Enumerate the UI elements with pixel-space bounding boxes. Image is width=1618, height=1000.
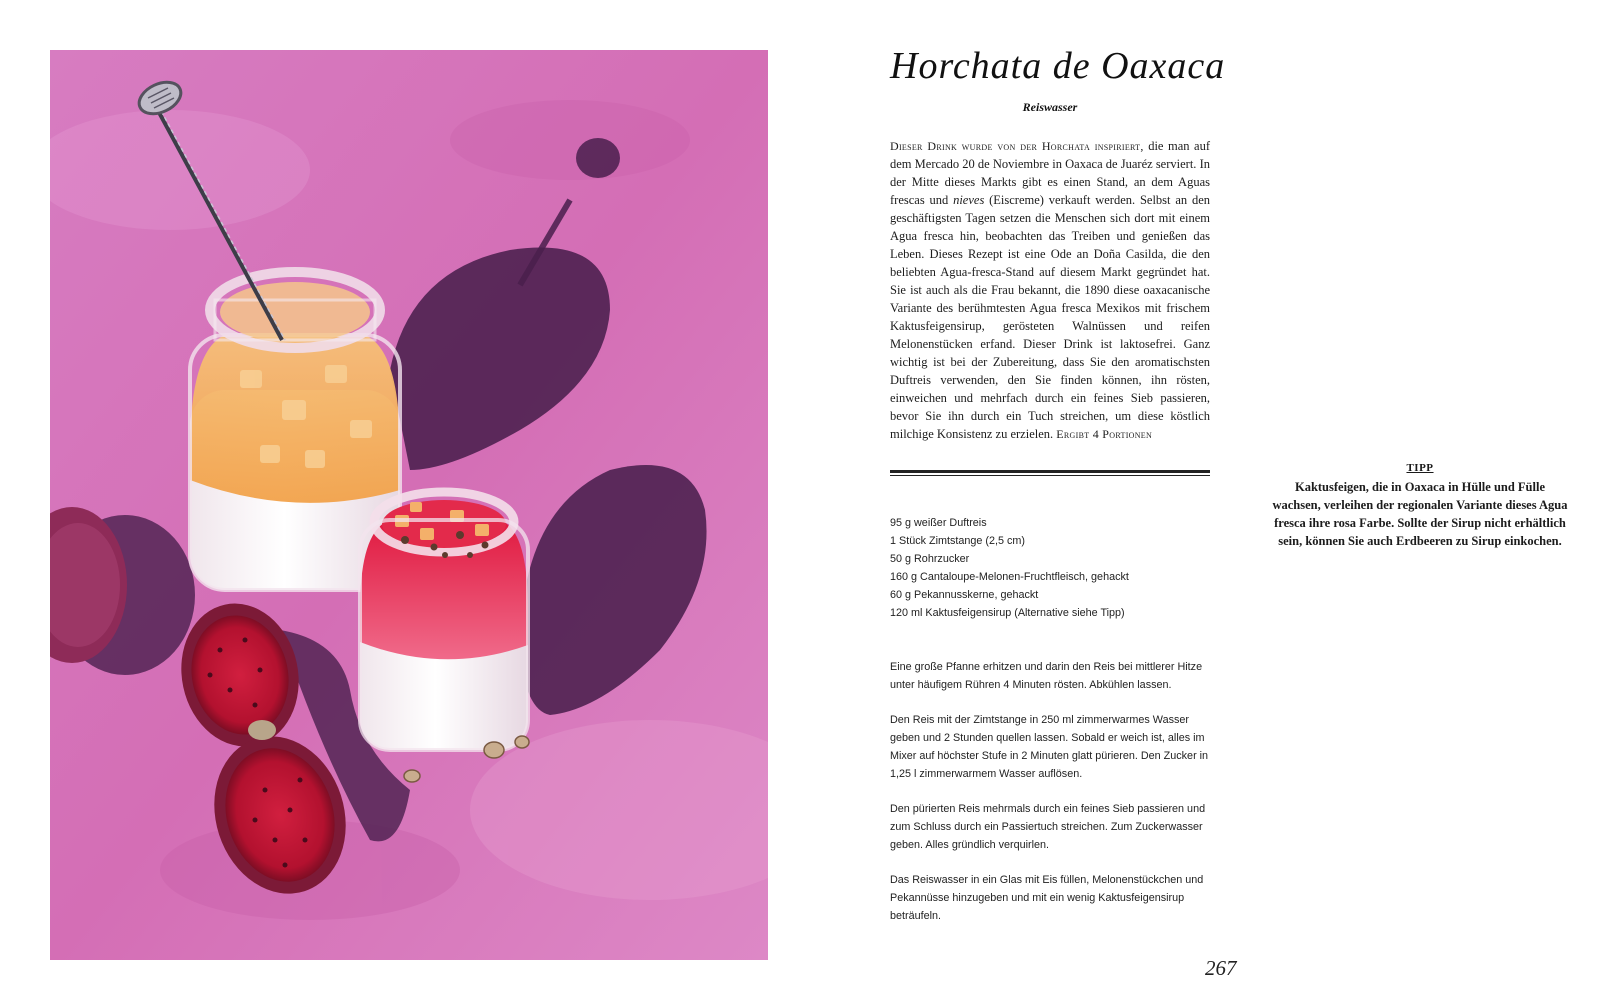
ingredient-item: 50 g Rohrzucker (890, 553, 970, 565)
recipe-yield: Ergibt 4 Portionen (1056, 427, 1153, 441)
intro-text-continued: (Eiscreme) verkauft werden. Selbst an den geschäftigsten Tagen setzen die Menschen sich dort mit einem Agua fresca hin, beobachten das Treiben und genießen das Leben. Dieses Rezept ist eine Ode an Doña Casilda, die den beliebten Agua-fresca-Stand auf diesem Markt gegründet hat. Sie ist auch als die Frau bekannt, die 1890 diese oaxacanische Variante des berühmtesten Agua fresca Mexikos mit frischem Kaktusfeigensirup, gerösteten Walnüssen und reifen Melonenstücken erfand. Dieser Drink ist laktosefrei. Ganz wichtig ist bei der Zubereitung, dass Sie den aromatischsten Duftreis verwenden, den Sie finden können, ihn rösten, einweichen und mehrfach durch ein feines Sieb passieren, bevor Sie ihn durch ein Tuch streichen, um diese köstlich milchige Konsistenz zu erzielen. (890, 193, 1210, 441)
instruction-step: Eine große Pfanne erhitzen und darin den Reis bei mittlerer Hitze unter häufigem Rühren 4 Minuten rösten. Abkühlen lassen. (890, 661, 1203, 691)
ingredient-item: 95 g weißer Duftreis (890, 517, 987, 529)
tip-text: Kaktusfeigen, die in Oaxaca in Hülle und Fülle wachsen, verleihen der regionalen Variante dieses Agua fresca ihre rosa Farbe. Sollte der Sirup nicht erhältlich sein, können Sie auch Erdbeeren zu Sirup einkochen. (1272, 480, 1568, 548)
ingredient-list (890, 514, 1220, 622)
instruction-step: Das Reiswasser in ein Glas mit Eis füllen, Melonenstückchen und Pekannüsse hinzugeben und mit ein wenig Kaktusfeigensirup beträufeln. (890, 874, 1204, 922)
ingredient-item: 1 Stück Zimtstange (2,5 cm) (890, 535, 1026, 547)
drink-photo (50, 50, 768, 960)
page-number: 267 (1205, 956, 1237, 980)
intro-lead: Dieser Drink wurde von der Horchata inspiriert, (890, 139, 1144, 153)
instruction-step: Den Reis mit der Zimtstange in 250 ml zimmerwarmes Wasser geben und 2 Stunden quellen lassen. Sobald er weich ist, alles im Mixer auf höchster Stufe in 2 Minuten glatt pürieren. Den Zucker in 1,25 l zimmerwarmem Wasser auflösen. (890, 714, 1209, 780)
recipe-title: Horchata de Oaxaca (890, 45, 1226, 87)
ingredient-item: 160 g Cantaloupe-Melonen-Fruchtfleisch, gehackt (890, 571, 1129, 583)
intro-nieves: nieves (953, 193, 985, 207)
ingredient-item: 120 ml Kaktusfeigensirup (Alternative siehe Tipp) (890, 607, 1125, 619)
ingredient-item: 60 g Pekannusskerne, gehackt (890, 589, 1039, 601)
instruction-steps (890, 658, 1220, 942)
instruction-step: Den pürierten Reis mehrmals durch ein feines Sieb passieren und zum Schluss durch ein Passiertuch streichen. Zum Zuckerwasser geben. Alles gründlich verquirlen. (890, 803, 1206, 851)
recipe-intro (890, 137, 1210, 443)
recipe-subtitle: Reiswasser (1022, 100, 1078, 114)
section-divider (890, 470, 1210, 476)
tip-heading: TIPP (1406, 462, 1434, 474)
intro-text: die man auf dem Mercado 20 de Noviembre in Oaxaca de Juaréz serviert. In der Mitte dieses Markts gibt es einen Stand, an dem Aguas frescas und (890, 139, 1210, 207)
